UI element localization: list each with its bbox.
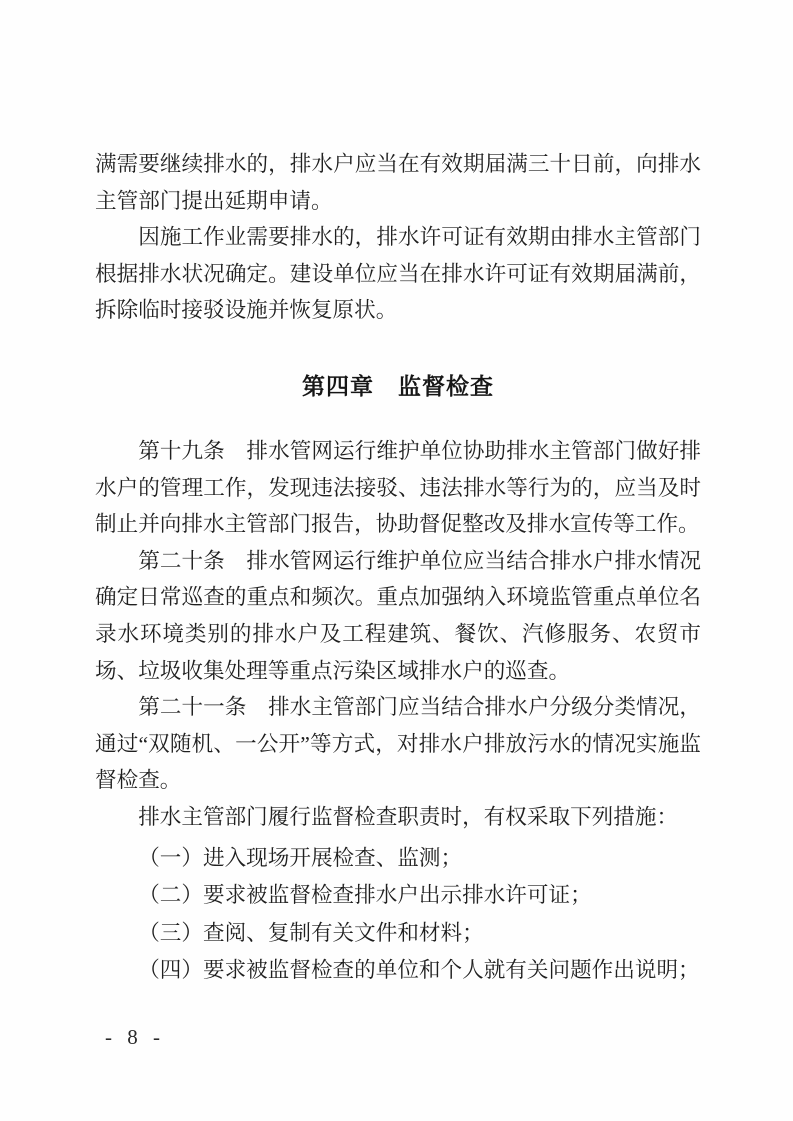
paragraph-renewal-application: 满需要继续排水的，排水户应当在有效期届满三十日前，向排水主管部门提出延期申请。: [95, 152, 701, 213]
measure-item-3: （三）查阅、复制有关文件和材料；: [138, 920, 484, 945]
chapter-heading: 第四章 监督检查: [302, 372, 494, 399]
measure-item-1: （一）进入现场开展检查、监测；: [138, 845, 463, 870]
measure-item-4: （四）要求被监督检查的单位和个人就有关问题作出说明；: [138, 958, 700, 982]
measure-item-2: （二）要求被监督检查排水户出示排水许可证；: [138, 883, 592, 907]
article-19: 第十九条 排水管网运行维护单位协助排水主管部门做好排水户的管理工作，发现违法接驳、违法排水等行为的，应当及时制止并向排水主管部门报告，协助督促整改及排水宣传等工作。: [95, 438, 701, 537]
paragraph-construction-drainage: 因施工作业需要排水的，排水许可证有效期由排水主管部门根据排水状况确定。建设单位应当在排水许可证有效期届满前，拆除临时接驳设施并恢复原状。: [95, 225, 701, 323]
document-body: [95, 146, 701, 990]
article-20: 第二十条 排水管网运行维护单位应当结合排水户排水情况确定日常巡查的重点和频次。重点加强纳入环境监管重点单位名录水环境类别的排水户及工程建筑、餐饮、汽修服务、农贸市场、垃圾收集处理等重点污染区域排水户的巡查。: [95, 548, 701, 683]
article-21: 第二十一条 排水主管部门应当结合排水户分级分类情况，通过“双随机、一公开”等方式，对排水户排放污水的情况实施监督检查。: [95, 695, 701, 793]
page-number: - 8 -: [105, 1025, 165, 1049]
measures-intro: 排水主管部门履行监督检查职责时，有权采取下列措施：: [138, 804, 679, 829]
